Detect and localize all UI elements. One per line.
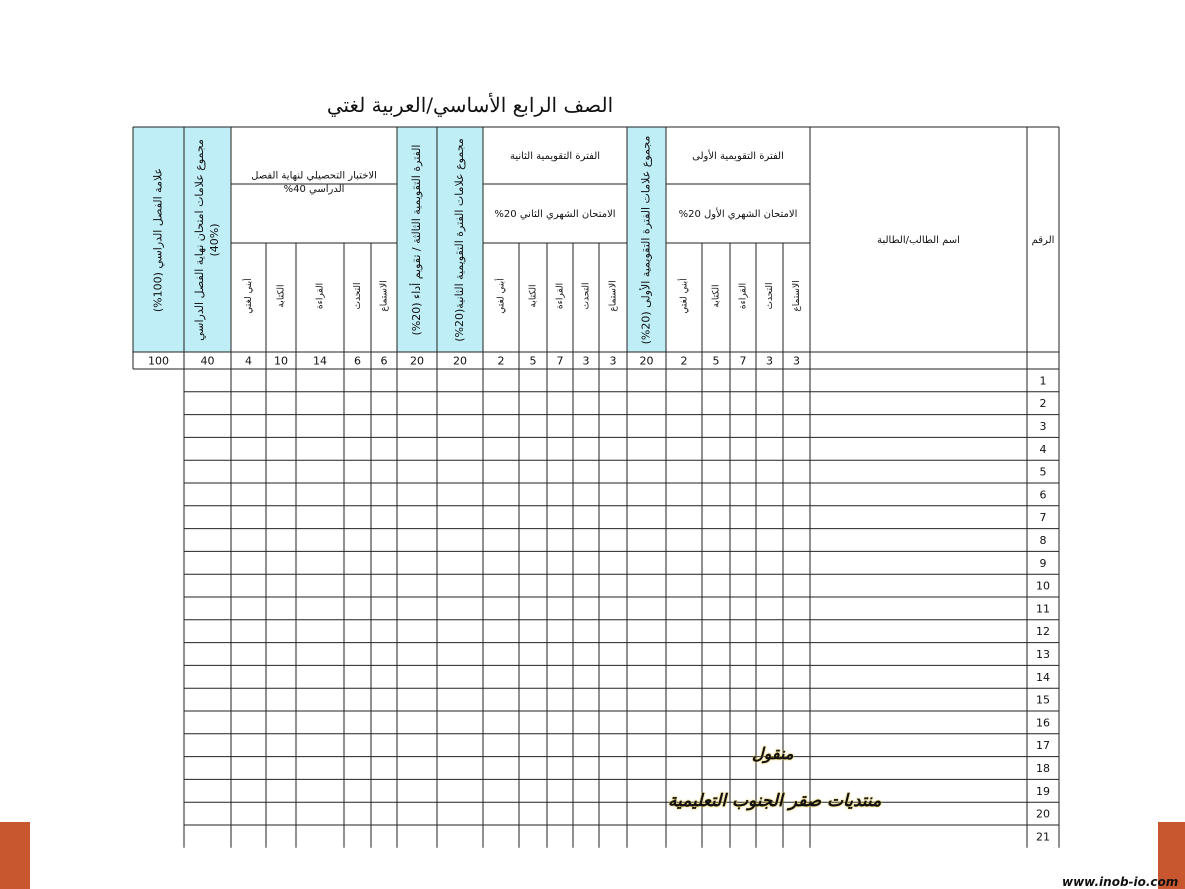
row-number: 4 [1039,442,1047,456]
final-max-4: 10 [274,354,288,368]
svg-text:مجموع علامات امتحان نهاية الفص: مجموع علامات امتحان نهاية الفصل الدراسي [193,139,207,341]
row-number: 18 [1036,762,1050,775]
period1-total-max: 20 [639,354,654,368]
final-skill-1: الاستماع [379,280,390,312]
header-period3: الفترة التقويمية الثالثة / تقويم أداء (20%) [410,144,423,336]
period2-max-1: 3 [609,354,617,368]
decor-bar-left [0,822,30,889]
row-number: 8 [1039,534,1047,547]
row-number: 9 [1039,556,1047,570]
period1-max-1: 3 [793,354,800,368]
row-number: 10 [1036,579,1050,593]
period2-skill-5: أبني لغتي [496,278,507,314]
row-number: 5 [1039,465,1047,479]
period2-skill-1: الاستماع [608,280,619,312]
header-period2-total: مجموع علامات الفترة التقويمية الثانية(20%) [453,138,466,342]
period2-max-3: 7 [556,354,564,368]
period1-max-3: 7 [739,354,747,368]
page-title: الصف الرابع الأساسي/العربية لغتي [326,93,614,117]
period1-max-2: 3 [766,354,773,368]
final-skill-2: التحدث [353,282,363,310]
final-max-3: 14 [313,354,327,368]
row-number: 12 [1036,625,1050,639]
period1-skill-1: الاستماع [792,280,802,312]
row-number: 16 [1036,716,1050,730]
header-period2: الفترة التقويمية الثانية [509,151,601,162]
source-url: www.inob-io.com [1062,875,1179,889]
period1-skill-2: التحدث [765,282,775,310]
period2-skill-4: الكتابة [528,284,539,308]
row-number: 2 [1039,397,1047,411]
row-number: 11 [1036,602,1050,616]
header-period1: الفترة التقويمية الأولى [692,151,784,162]
final-max-1: 6 [380,354,388,368]
row-number: 15 [1036,693,1050,707]
row-number: 14 [1036,670,1050,684]
period2-total-max: 20 [453,354,467,368]
period1-skill-5: أبني لغتي [679,278,690,314]
header-number: الرقم [1031,235,1055,246]
header-period1-exam: الامتحان الشهري الأول 20% [678,209,798,220]
period2-max-4: 5 [529,354,537,368]
row-number: 1 [1039,374,1047,388]
final-skill-4: الكتابة [276,284,287,308]
header-period2-exam: الامتحان الشهري الثاني 20% [494,209,616,220]
svg-text:الدراسي 40%: الدراسي 40% [283,183,345,195]
header-student-name: اسم الطالب/الطالبة [877,235,960,246]
final-skill-3: القراءة [315,282,326,310]
row-number: 20 [1036,807,1050,821]
row-number: 3 [1039,420,1047,433]
row-number: 17 [1036,739,1050,753]
period3-max: 20 [410,354,424,368]
row-number: 19 [1036,784,1050,798]
term-total-max: 100 [148,354,169,368]
period2-skill-3: القراءة [555,282,566,310]
svg-text:(40%): (40%) [207,223,221,257]
period2-max-5: 2 [497,354,505,368]
period2-skill-2: التحدث [581,282,592,310]
svg-text:الاختبار التحصيلي لنهاية الفصل: الاختبار التحصيلي لنهاية الفصل [251,170,377,182]
period1-max-4: 5 [712,354,720,368]
watermark-line1: منقول [752,744,794,763]
period1-skill-3: القراءة [738,282,749,310]
final-max-5: 4 [245,354,252,368]
header-period1-total: مجموع علامات الفترة التقويمية الأولى (20%) [639,135,653,345]
header-final-exam [251,170,377,195]
row-number: 6 [1039,488,1047,502]
row-number: 21 [1036,830,1050,844]
row-number: 13 [1036,648,1050,661]
period1-skill-4: الكتابة [711,284,722,308]
header-term-total: علامة الفصل الدراسي (100%) [151,167,165,313]
row-number: 7 [1039,511,1047,525]
final-skill-5: أبني لغتي [244,278,254,314]
period1-max-5: 2 [680,354,688,368]
final-total-max: 40 [200,354,215,368]
period2-max-2: 3 [582,354,590,368]
watermark-line2: منتديات صقر الجنوب التعليمية [668,791,882,811]
final-max-2: 6 [354,354,361,368]
